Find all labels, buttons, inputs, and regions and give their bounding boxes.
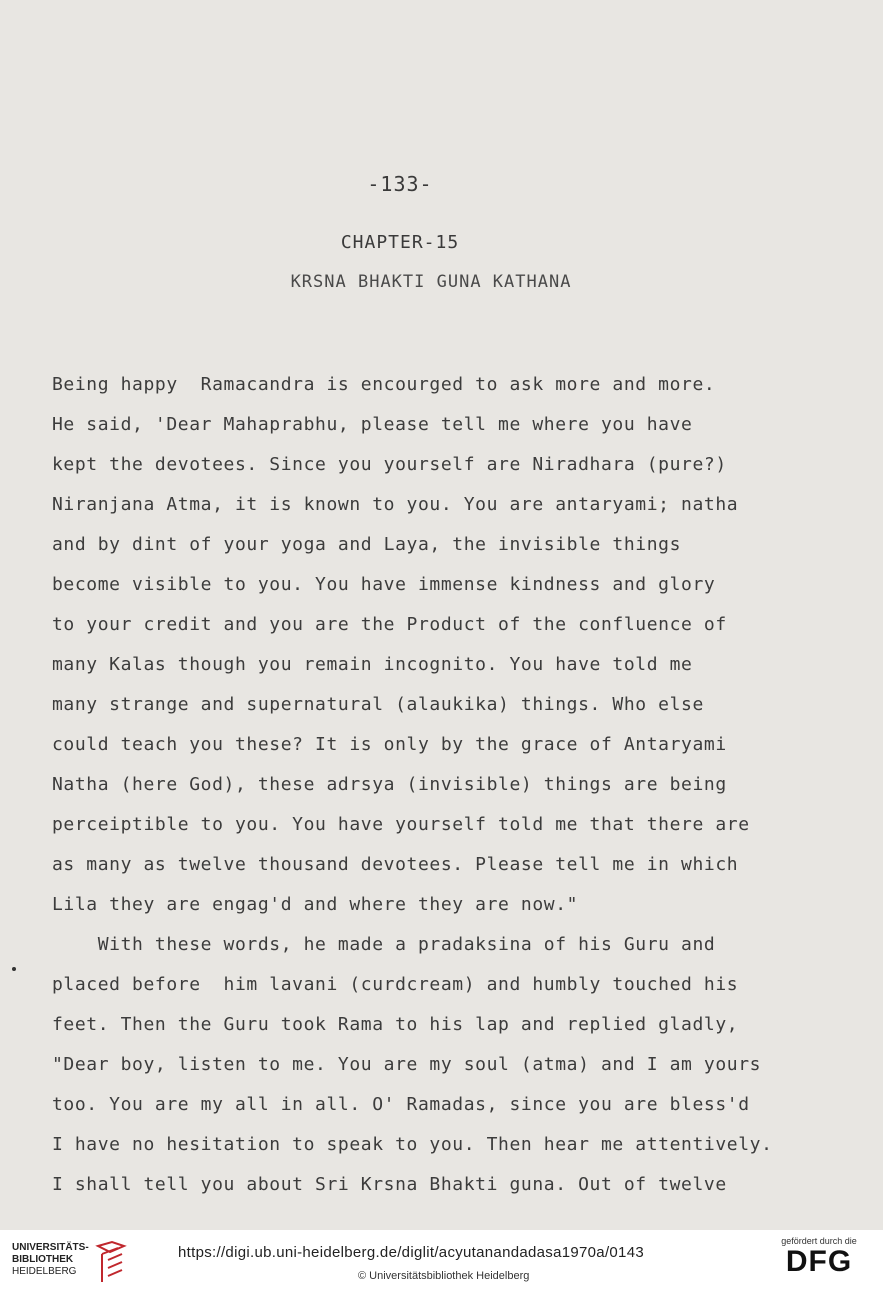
text-line: could teach you these? It is only by the grace of Antaryami <box>52 734 727 755</box>
text-line: as many as twelve thousand devotees. Please tell me in which <box>52 854 739 875</box>
text-line: He said, 'Dear Mahaprabhu, please tell me where you have <box>52 414 693 435</box>
funder-logo[interactable] <box>769 1236 869 1278</box>
viewer-footer <box>0 1230 883 1293</box>
page-number: -133- <box>367 172 433 196</box>
funder-caption: gefördert durch die <box>781 1236 857 1246</box>
library-logo[interactable] <box>12 1240 162 1286</box>
margin-mark <box>12 967 16 971</box>
text-line: Natha (here God), these adrsya (invisible) things are being <box>52 774 727 795</box>
text-line: Being happy Ramacandra is encourged to ask more and more. <box>52 374 716 395</box>
library-name <box>12 1242 89 1278</box>
text-line: kept the devotees. Since you yourself are Niradhara (pure?) <box>52 454 727 475</box>
text-line: I have no hesitation to speak to you. Then hear me attentively. <box>52 1134 773 1155</box>
library-name-line: UNIVERSITÄTS- <box>12 1242 89 1253</box>
chapter-heading: CHAPTER-15 <box>340 232 460 253</box>
text-line: perceiptible to you. You have yourself told me that there are <box>52 814 750 835</box>
dfg-logo-icon: DFG <box>785 1245 853 1278</box>
text-line: I shall tell you about Sri Krsna Bhakti guna. Out of twelve <box>52 1174 727 1195</box>
text-line: Niranjana Atma, it is known to you. You are antaryami; natha <box>52 494 739 515</box>
chapter-subtitle: KRSNA BHAKTI GUNA KATHANA <box>290 272 572 292</box>
text-line: feet. Then the Guru took Rama to his lap and replied gladly, <box>52 1014 739 1035</box>
text-line: With these words, he made a pradaksina of his Guru and <box>52 934 716 955</box>
document-url-link[interactable]: https://digi.ub.uni-heidelberg.de/diglit/acyutanandadasa1970a/0143 <box>178 1244 644 1261</box>
text-line: many strange and supernatural (alaukika) things. Who else <box>52 694 704 715</box>
text-line: "Dear boy, listen to me. You are my soul (atma) and I am yours <box>52 1054 762 1075</box>
text-line: too. You are my all in all. O' Ramadas, since you are bless'd <box>52 1094 750 1115</box>
text-line: to your credit and you are the Product of the confluence of <box>52 614 727 635</box>
text-line: and by dint of your yoga and Laya, the invisible things <box>52 534 682 555</box>
library-name-line: BIBLIOTHEK <box>12 1254 74 1265</box>
text-line: placed before him lavani (curdcream) and humbly touched his <box>52 974 739 995</box>
copyright-notice: © Universitätsbibliothek Heidelberg <box>358 1270 530 1282</box>
text-line: become visible to you. You have immense kindness and glory <box>52 574 716 595</box>
library-emblem-icon <box>94 1240 128 1286</box>
library-name-line: HEIDELBERG <box>12 1266 77 1277</box>
text-line: many Kalas though you remain incognito. You have told me <box>52 654 693 675</box>
text-line: Lila they are engag'd and where they are now." <box>52 894 579 915</box>
